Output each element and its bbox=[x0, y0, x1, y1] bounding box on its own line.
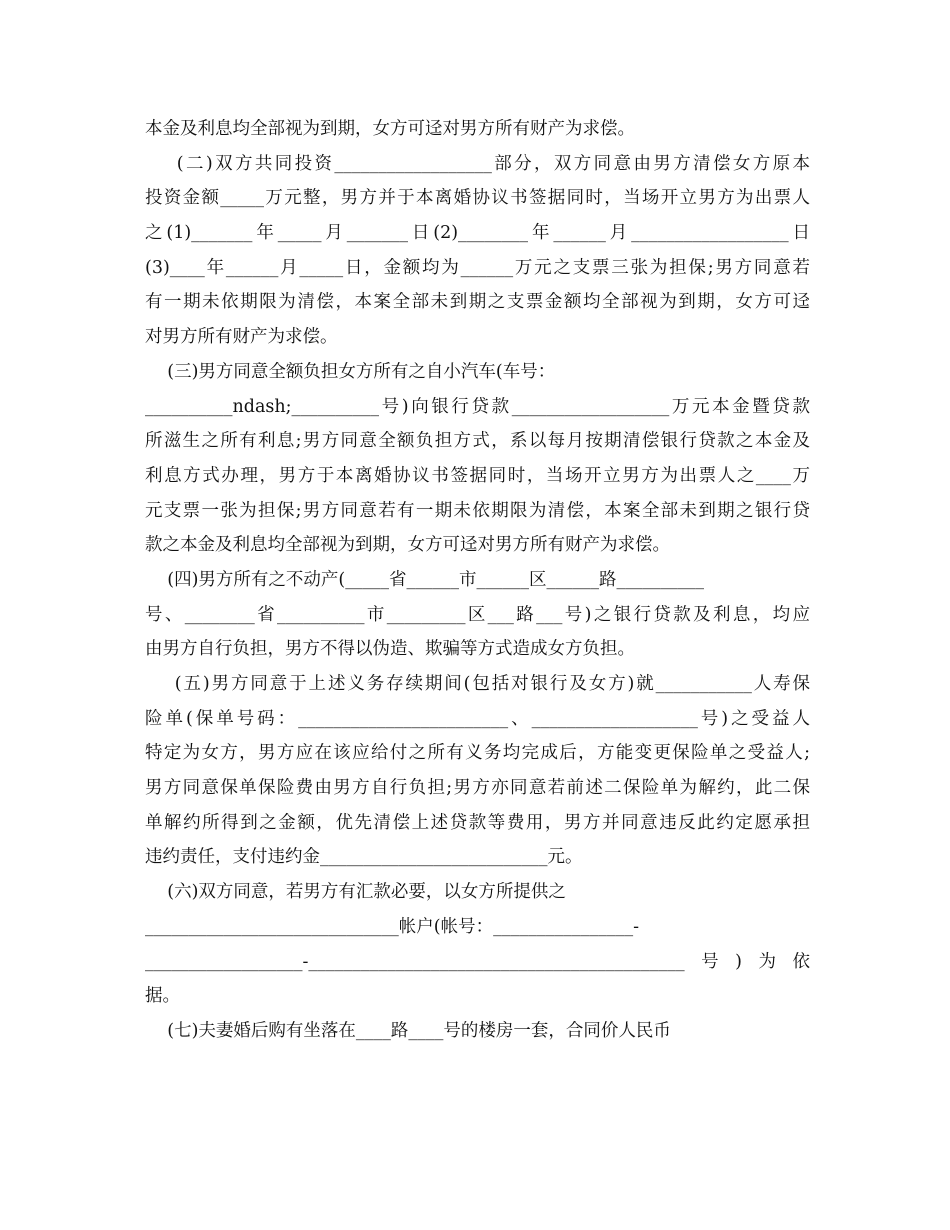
document-line: 男方同意保单保险费由男方自行负担;男方亦同意若前述二保险单为解约，此二保 bbox=[145, 778, 810, 799]
document-line: __________ndash;__________号)向银行贷款__________________万元本金暨贷款 bbox=[145, 396, 810, 417]
document-line: 特定为女方，男方应在该应给付之所有义务均完成后，方能变更保险单之受益人; bbox=[145, 743, 810, 764]
document-line: 单解约所得到之金额，优先清偿上述贷款等费用，男方并同意违反此约定愿承担 bbox=[145, 812, 810, 833]
document-line: (三)男方同意全额负担女方所有之自小汽车(车号： bbox=[145, 361, 556, 382]
document-line: 所滋生之所有利息;男方同意全额负担方式，系以每月按期清偿银行贷款之本金及 bbox=[145, 431, 810, 452]
document-line: 本金及利息均全部视为到期，女方可迳对男方所有财产为求偿。 bbox=[145, 119, 635, 139]
document-line: 之(1)_______年_____月_______日(2)________年______月__________________日 bbox=[145, 223, 810, 244]
document-line: 元支票一张为担保;男方同意若有一期未依期限为清偿，本案全部未到期之银行贷 bbox=[145, 500, 810, 521]
document-line: (二)双方共同投资__________________部分，双方同意由男方清偿女方原本 bbox=[145, 153, 810, 174]
document-line: 对男方所有财产为求偿。 bbox=[145, 327, 338, 348]
document-line: _____________________________帐户(帐号：________________- bbox=[145, 916, 639, 937]
document-line: 有一期未依期限为清偿，本案全部未到期之支票金额均全部视为到期，女方可迳 bbox=[145, 292, 810, 313]
document-line: 据。 bbox=[145, 986, 180, 1007]
document-line: __________________-___________________________________________号)为依 bbox=[145, 951, 810, 972]
document-line: (3)____年______月_____日，金额均为______万元之支票三张为担保;男方同意若 bbox=[145, 257, 810, 278]
document-body bbox=[145, 112, 810, 1049]
document-line: 险单(保单号码：________________________、___________________号)之受益人 bbox=[145, 708, 810, 729]
document-line: 由男方自行负担，男方不得以伪造、欺骗等方式造成女方负担。 bbox=[145, 639, 635, 660]
document-line: 投资金额_____万元整，男方并于本离婚协议书签据同时，当场开立男方为出票人 bbox=[145, 188, 810, 209]
document-line: (六)双方同意，若男方有汇款必要，以女方所提供之 bbox=[145, 882, 566, 903]
document-line: 款之本金及利息均全部视为到期，女方可迳对男方所有财产为求偿。 bbox=[145, 535, 670, 556]
document-line: 利息方式办理，男方于本离婚协议书签据同时，当场开立男方为出票人之____万 bbox=[145, 465, 810, 486]
document-line: (七)夫妻婚后购有坐落在____路____号的楼房一套，合同价人民币 bbox=[145, 1020, 671, 1041]
document-line: (五)男方同意于上述义务存续期间(包括对银行及女方)就___________人寿保 bbox=[145, 674, 810, 694]
document-line: 违约责任，支付违约金__________________________元。 bbox=[145, 847, 583, 868]
document-line: (四)男方所有之不动产(_____省______市______区______路__________ bbox=[145, 569, 704, 590]
document-line: 号、________省__________市_________区___路___号)之银行贷款及利息，均应 bbox=[145, 604, 810, 625]
